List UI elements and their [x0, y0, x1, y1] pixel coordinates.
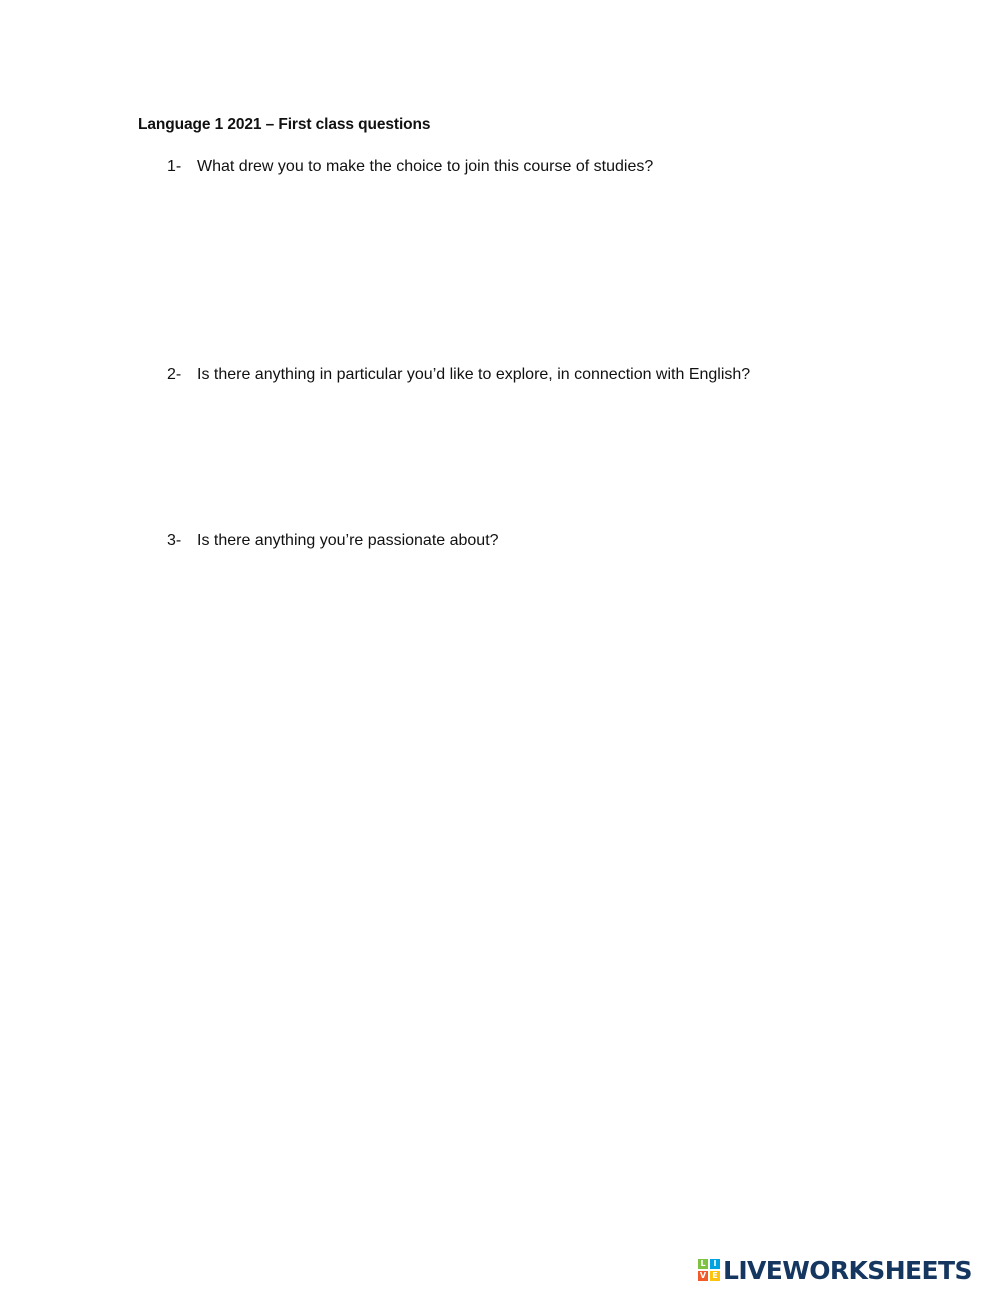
logo-block-e: E: [710, 1271, 720, 1281]
question-number: 1-: [167, 158, 182, 175]
question-text: Is there anything you’re passionate about?: [197, 532, 499, 549]
question-1: [167, 158, 653, 176]
liveworksheets-logo[interactable]: [698, 1256, 972, 1284]
question-number: 2-: [167, 366, 182, 383]
logo-block-l: L: [698, 1259, 708, 1269]
logo-block-v: V: [699, 1271, 707, 1280]
question-text: What drew you to make the choice to join this course of studies?: [197, 158, 654, 175]
question-text: Is there anything in particular you’d like to explore, in connection with English?: [197, 366, 751, 383]
logo-text: LIVEWORKSHEETS: [723, 1255, 972, 1285]
logo-blocks-icon: [698, 1259, 720, 1281]
question-3: [167, 532, 499, 550]
document-title: Language 1 2021 – First class questions: [138, 116, 431, 133]
question-number: 3-: [167, 532, 182, 549]
logo-block-i: I: [710, 1259, 720, 1269]
question-2: [167, 366, 750, 384]
